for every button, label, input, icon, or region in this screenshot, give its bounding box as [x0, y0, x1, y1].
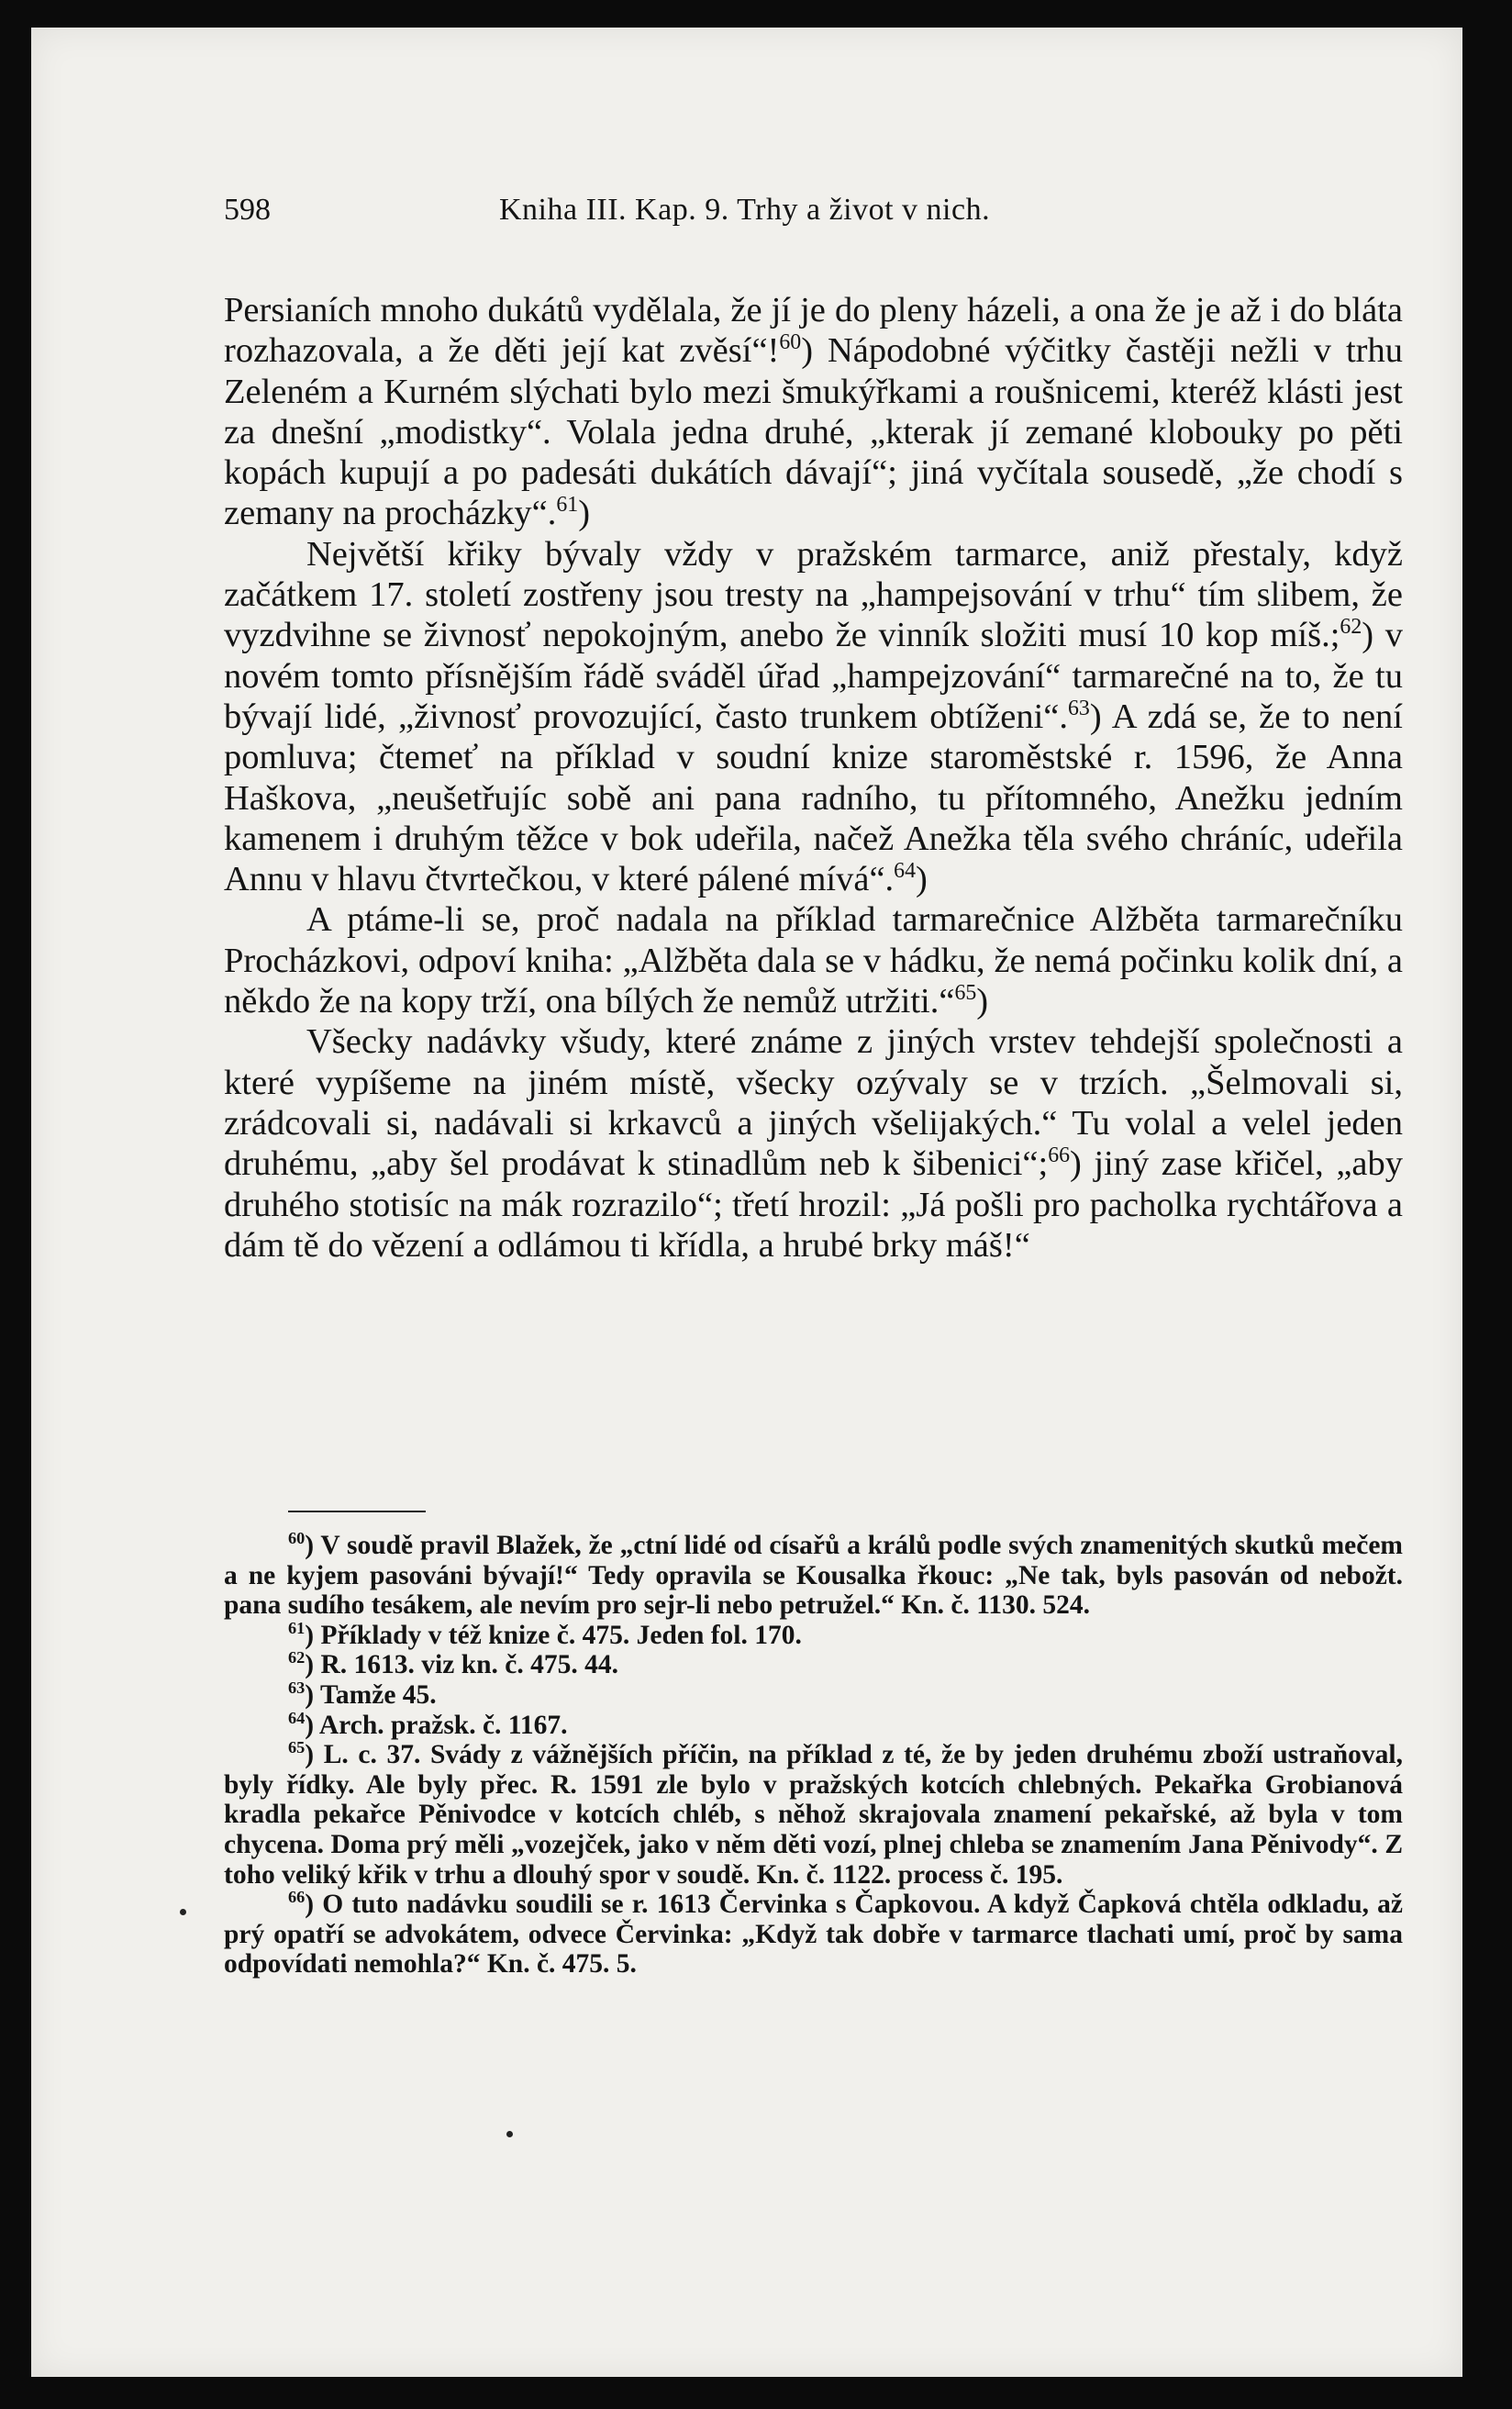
paragraph-text: ) — [976, 982, 989, 1021]
paragraph-text: Největší křiky bývaly vždy v pražském tarmarce, aniž přestaly, když začátkem 17. století zostřeny jsou tresty na „hampejsování v trhu“ tím slibem, že vyzdvihne se živnosť nepokojným, anebo že vinník složiti musí 10 kop míš.; — [224, 534, 1403, 655]
footnote-text: O tuto nadávku soudili se r. 1613 Červinka s Čapkovou. A když Čapková chtěla odkladu, až prý opatří se advokátem, odvece Červinka: „Když tak dobře v tarmarce tlachati umí, proč by sama odpovídati nemohla?“ Kn. č. 475. 5. — [224, 1890, 1403, 1980]
footnote-paren: ) — [305, 1620, 321, 1650]
body-paragraph — [224, 1021, 1403, 1266]
paragraph-text: ) — [578, 494, 591, 533]
paragraph-text: ) A zdá se, že to není pomluva; čtemeť na příklad v soudní knize staroměstské r. 1596, že Anna Haškova, „neušetřujíc sobě ani pana radního, tu přítomného, Anežku jedním kamenem i druhým těžce v bok udeřila, načež Anežka těla svého chráníc, udeřila Annu v hlavu čtvrtečkou, v které pálené mívá“. — [224, 697, 1403, 899]
footnote-text: V soudě pravil Blažek, že „ctní lidé od císařů a králů podle svých znamenitých skutků mečem a ne kyjem pasováni bývají!“ Tedy opravila se Kousalka řkouc: „Ne tak, byls pasován od nebožt. pana sudího tesákem, ale nevím pro sejr-li nebo petružel.“ Kn. č. 1130. 524. — [224, 1531, 1403, 1621]
footnote-reference: 66 — [1048, 1143, 1071, 1168]
footnote-marker: 65 — [288, 1738, 306, 1757]
footnote-marker: 60 — [288, 1529, 306, 1548]
running-title: Kniha III. Kap. 9. Trhy a život v nich. — [499, 193, 991, 227]
paragraph-text: ) jiný zase křičel, „aby druhého stotisíc na mák rozrazilo“; třetí hrozil: „Já pošli pro pacholka rychtářova a dám tě do vězení a odlámou ti křídla, a hrubé brky máš!“ — [224, 1144, 1403, 1265]
print-speck — [506, 2131, 513, 2137]
page-number: 598 — [224, 193, 271, 227]
footnote-marker: 62 — [288, 1648, 306, 1667]
paragraph-text: ) v novém tomto přísnějším řádě sváděl úřad „hampejzování“ tarmarečné na to, že tu bývají lidé, „živnosť provozující, často trunkem obtíženi“. — [224, 616, 1403, 736]
page-header — [224, 193, 1398, 248]
footnote — [224, 1531, 1403, 1621]
paragraph-text: ) — [916, 860, 928, 899]
footnote-paren: ) — [305, 1890, 323, 1920]
footnote-marker: 61 — [288, 1618, 306, 1637]
footnote-text: R. 1613. viz kn. č. 475. 44. — [320, 1650, 618, 1680]
paragraph-text: A ptáme-li se, proč nadala na příklad tarmarečnice Alžběta tarmarečníku Procházkovi, odpoví kniha: „Alžběta dala se v hádku, že nemá počinku kolik dní, a někdo že na kopy trží, ona bílých že nemůž utržiti.“ — [224, 900, 1403, 1021]
footnote-paren: ) — [305, 1740, 324, 1770]
footnote-marker: 64 — [288, 1708, 306, 1727]
footnote — [224, 1618, 1403, 1651]
footnote — [224, 1890, 1403, 1980]
footnotes — [224, 1531, 1403, 1980]
footnote-reference: 64 — [894, 859, 917, 884]
main-text — [224, 290, 1403, 1266]
footnote-text: L. c. 37. Svády z vážnějších příčin, na příklad z té, že by jeden druhému zboží ustraňoval, byly řídky. Ale byly přec. R. 1591 zle bylo v pražských kotcích chlebných. Pekařka Grobianová kradla pekařce Pěnivodce v kotcích chléb, s něhož skrajovala znamení pekařské, až byla v tom chycena. Doma prý měli „vozejček, jako v něm děti vozí, plnej chleba se znamením Jana Pěnivody“. Z toho veliký křik v trhu a dlouhý spor v soudě. Kn. č. 1122. process č. 195. — [224, 1740, 1403, 1890]
footnote-text: Tamže 45. — [319, 1679, 437, 1710]
footnote-paren: ) — [305, 1650, 321, 1680]
paragraph-text: ) Nápodobné výčitky častěji nežli v trhu Zeleném a Kurném slýchati bylo mezi šmukýřkami a roušnicemi, kteréž klásti jest za dnešní „modistky“. Volala jedna druhé, „kterak jí zemané klobouky po pěti kopách kupují a po padesáti dukátích dávají“; jiná vyčítala sousedě, „že chodí s zemany na procházky“. — [224, 331, 1403, 533]
print-speck — [180, 1909, 186, 1915]
footnote-reference: 65 — [954, 981, 977, 1006]
body-paragraph — [224, 899, 1403, 1021]
footnote-paren: ) — [305, 1710, 319, 1740]
footnote-separator — [288, 1511, 426, 1512]
footnote — [224, 1650, 1403, 1680]
footnote-reference: 61 — [556, 493, 579, 518]
footnote-marker: 63 — [288, 1678, 306, 1698]
footnote-reference: 60 — [779, 330, 802, 355]
body-paragraph — [224, 290, 1403, 534]
footnote-text: Arch. pražsk. č. 1167. — [318, 1710, 568, 1740]
footnote-text: Příklady v též knize č. 475. Jeden fol. 170. — [320, 1620, 802, 1650]
footnote-reference: 63 — [1067, 697, 1090, 721]
paragraph-text: Všecky nadávky všudy, které známe z jiných vrstev tehdejší společnosti a které vypíšeme na jiném místě, všecky ozývaly se v trzích. „Šelmovali si, zrádcovali si, nadávali si krkavců a jiných všelijakých.“ Tu volal a velel jeden druhému, „aby šel prodávat k stinadlům neb k šibenici“; — [224, 1022, 1403, 1184]
footnote — [224, 1740, 1403, 1890]
footnote — [224, 1708, 1403, 1741]
footnote-paren: ) — [305, 1531, 321, 1560]
footnote-reference: 62 — [1340, 615, 1362, 640]
book-page — [31, 28, 1462, 2377]
footnote-paren: ) — [305, 1679, 320, 1710]
body-paragraph — [224, 534, 1403, 900]
footnote-marker: 66 — [288, 1888, 306, 1907]
footnote — [224, 1680, 1403, 1711]
paragraph-text: Persianích mnoho dukátů vydělala, že jí je do pleny házeli, a ona že je až i do bláta rozhazovala, a že děti její kat zvěsí“! — [224, 291, 1403, 371]
